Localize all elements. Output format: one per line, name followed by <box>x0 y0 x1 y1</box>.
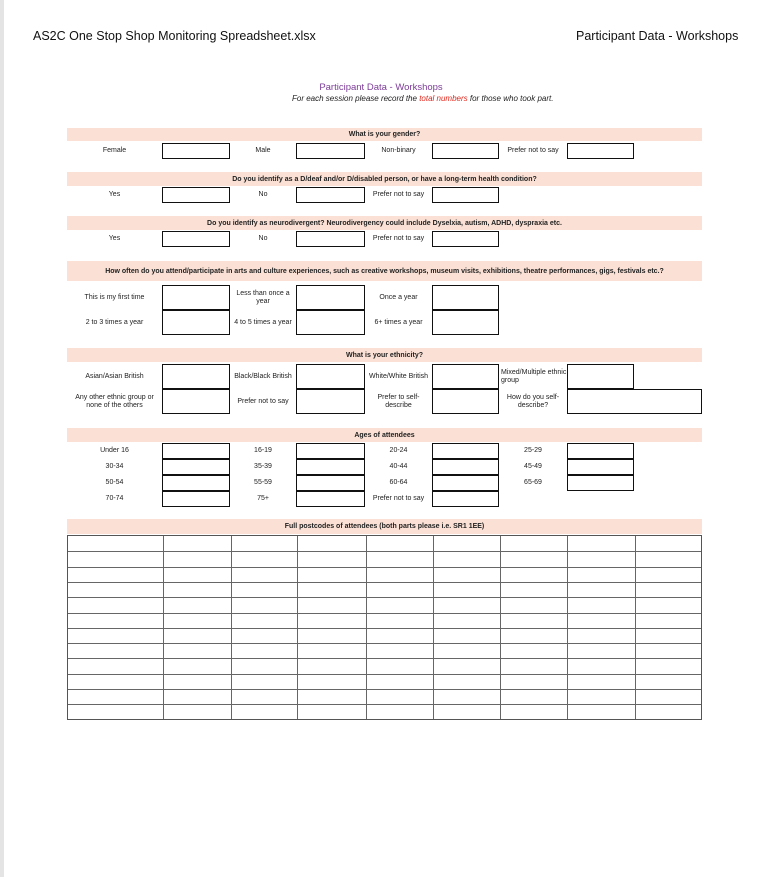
ethnicity-label-asian: Asian/Asian British <box>85 372 144 380</box>
neuro-yes-input[interactable] <box>162 231 230 247</box>
gender-nonbinary-input[interactable] <box>432 143 499 159</box>
age-label-45-49: 45-49 <box>524 463 542 470</box>
ethnicity-other-input[interactable] <box>162 389 230 414</box>
age-label-70-74: 70-74 <box>105 495 124 502</box>
age-under-16-input[interactable] <box>162 443 230 459</box>
grid-row-line <box>68 628 701 629</box>
age-label-65-69: 65-69 <box>524 479 542 486</box>
ethnicity-question: What is your ethnicity? <box>67 348 702 362</box>
disability-label-no: No <box>258 191 268 198</box>
age-40-44-input[interactable] <box>432 459 499 475</box>
frequency-4-5-input[interactable] <box>296 310 365 335</box>
frequency-label-4-5: 4 to 5 times a year <box>234 318 292 326</box>
disability-question: Do you identify as a D/deaf and/or D/disabled person, or have a long-term health condition? <box>67 172 702 186</box>
frequency-6-plus-input[interactable] <box>432 310 499 335</box>
ethnicity-label-white: White/White British <box>368 372 429 380</box>
grid-row-line <box>68 689 701 690</box>
age-65-69-input[interactable] <box>567 475 634 491</box>
frequency-label-less-than-once: Less than once a year <box>236 289 290 305</box>
ethnicity-label-mixed: Mixed/Multiple ethnic group <box>501 368 567 384</box>
ages-question: Ages of attendees <box>67 428 702 442</box>
disability-prefer-not-input[interactable] <box>432 187 499 203</box>
ethnicity-asian-input[interactable] <box>162 364 230 389</box>
neuro-label-no: No <box>258 235 268 242</box>
disability-no-input[interactable] <box>296 187 365 203</box>
age-20-24-input[interactable] <box>432 443 499 459</box>
ethnicity-label-black: Black/Black British <box>234 372 292 380</box>
age-30-34-input[interactable] <box>162 459 230 475</box>
disability-label-prefer-not: Prefer not to say <box>372 191 425 198</box>
ethnicity-self-describe-input[interactable] <box>432 389 499 414</box>
frequency-less-than-once-input[interactable] <box>296 285 365 310</box>
age-75-plus-input[interactable] <box>296 491 365 507</box>
grid-row-line <box>68 643 701 644</box>
grid-row-line <box>68 674 701 675</box>
gender-label-prefer-not: Prefer not to say <box>507 147 559 154</box>
age-45-49-input[interactable] <box>567 459 634 475</box>
file-name: AS2C One Stop Shop Monitoring Spreadsheet.xlsx <box>33 29 316 43</box>
postcode-grid[interactable] <box>67 535 702 720</box>
age-label-55-59: 55-59 <box>254 479 272 486</box>
age-label-under-16: Under 16 <box>100 447 129 454</box>
grid-row-line <box>68 551 701 552</box>
age-prefer-not-input[interactable] <box>432 491 499 507</box>
grid-row-line <box>68 582 701 583</box>
frequency-2-3-input[interactable] <box>162 310 230 335</box>
neuro-label-yes: Yes <box>108 235 121 242</box>
gender-prefer-not-input[interactable] <box>567 143 634 159</box>
gender-female-input[interactable] <box>162 143 230 159</box>
age-35-39-input[interactable] <box>296 459 365 475</box>
page-left-edge <box>0 0 4 877</box>
age-label-60-64: 60-64 <box>389 479 408 486</box>
ethnicity-label-self-describe: Prefer to self-describe <box>377 393 420 409</box>
neuro-label-prefer-not: Prefer not to say <box>372 235 425 242</box>
age-label-prefer-not: Prefer not to say <box>372 495 425 502</box>
neuro-no-input[interactable] <box>296 231 365 247</box>
disability-label-yes: Yes <box>108 191 121 198</box>
grid-row-line <box>68 567 701 568</box>
age-label-25-29: 25-29 <box>524 447 542 454</box>
age-label-75-plus: 75+ <box>257 495 269 502</box>
neuro-question: Do you identify as neurodivergent? Neurodivergency could include Dyselxia, autism, ADHD, dyspraxia etc. <box>67 216 702 230</box>
grid-row-line <box>68 704 701 705</box>
gender-label-nonbinary: Non-binary <box>381 147 416 154</box>
ethnicity-label-how-describe: How do you self-describe? <box>506 393 560 409</box>
frequency-label-6-plus: 6+ times a year <box>374 318 423 326</box>
frequency-label-once-a-year: Once a year <box>379 293 418 301</box>
age-label-35-39: 35-39 <box>254 463 272 470</box>
frequency-label-first-time: This is my first time <box>84 293 145 301</box>
ethnicity-prefer-not-input[interactable] <box>296 389 365 414</box>
sheet-name: Participant Data - Workshops <box>576 29 739 43</box>
age-70-74-input[interactable] <box>162 491 230 507</box>
grid-row-line <box>68 597 701 598</box>
age-label-30-34: 30-34 <box>105 463 124 470</box>
grid-row-line <box>68 658 701 659</box>
age-55-59-input[interactable] <box>296 475 365 491</box>
grid-row-line <box>68 613 701 614</box>
age-label-20-24: 20-24 <box>389 447 408 454</box>
age-60-64-input[interactable] <box>432 475 499 491</box>
instruction-highlight: total numbers <box>419 94 468 103</box>
ethnicity-how-describe-input[interactable] <box>567 389 702 414</box>
age-label-50-54: 50-54 <box>105 479 124 486</box>
frequency-first-time-input[interactable] <box>162 285 230 310</box>
gender-label-female: Female <box>102 147 127 154</box>
ethnicity-label-other: Any other ethnic group or none of the others <box>75 393 154 409</box>
instruction-text: For each session please record the total numbers for those who took part. <box>292 94 554 103</box>
gender-question: What is your gender? <box>67 128 702 141</box>
age-16-19-input[interactable] <box>296 443 365 459</box>
age-25-29-input[interactable] <box>567 443 634 459</box>
disability-yes-input[interactable] <box>162 187 230 203</box>
ethnicity-white-input[interactable] <box>432 364 499 389</box>
ethnicity-black-input[interactable] <box>296 364 365 389</box>
age-label-40-44: 40-44 <box>389 463 408 470</box>
neuro-prefer-not-input[interactable] <box>432 231 499 247</box>
frequency-once-a-year-input[interactable] <box>432 285 499 310</box>
frequency-label-2-3: 2 to 3 times a year <box>85 318 144 326</box>
page-title: Participant Data - Workshops <box>319 82 443 93</box>
ethnicity-label-prefer-not: Prefer not to say <box>237 397 289 405</box>
gender-male-input[interactable] <box>296 143 365 159</box>
postcodes-question: Full postcodes of attendees (both parts please i.e. SR1 1EE) <box>67 519 702 534</box>
gender-label-male: Male <box>255 147 271 154</box>
frequency-question: How often do you attend/participate in arts and culture experiences, such as creative workshops, museum visits, exhibitions, theatre performances, gigs, festivals etc.? <box>67 261 702 281</box>
age-label-16-19: 16-19 <box>254 447 272 454</box>
age-50-54-input[interactable] <box>162 475 230 491</box>
ethnicity-mixed-input[interactable] <box>567 364 634 389</box>
